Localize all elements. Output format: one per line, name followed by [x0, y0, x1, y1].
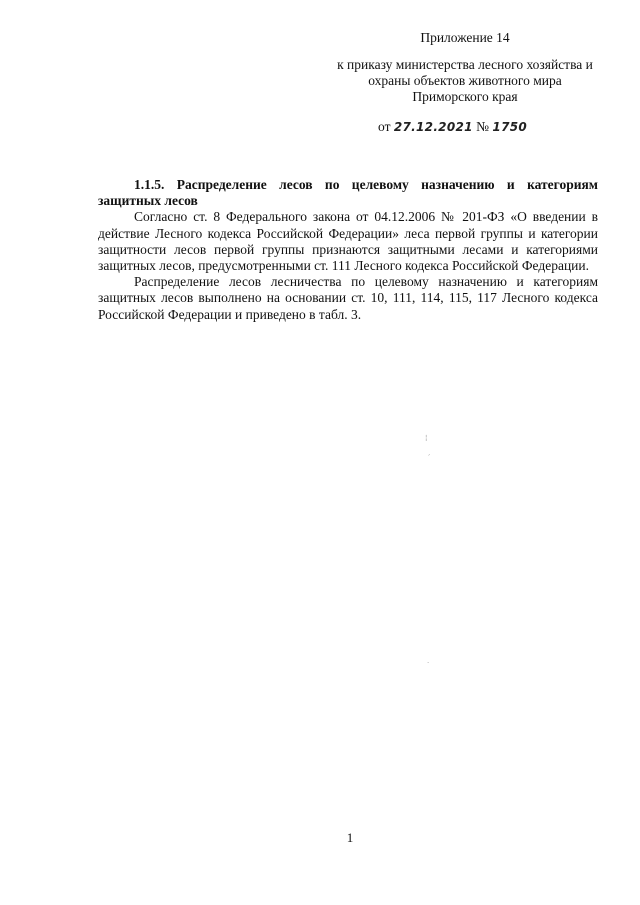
handwritten-date: 27.12.2021: [393, 120, 473, 134]
order-reference: [378, 119, 578, 135]
handwritten-number: 1750: [492, 120, 528, 134]
section-1-1-5: [98, 177, 598, 323]
order-line: охраны объектов животного мира: [368, 73, 562, 88]
paragraph: Согласно ст. 8 Федерального закона от 04.12.2006 № 201-ФЗ «О введении в действие Лесного кодекса Российской Федерации» леса первой группы и категории защитности лесов первой группы признаются защитными лесами и категориями защитных лесов, предусмотренными ст. 111 Лесного кодекса Российской Федерации.: [98, 209, 598, 274]
scan-speck: ´: [427, 454, 431, 462]
scan-speck: ·: [427, 659, 430, 667]
appendix-header: [330, 30, 600, 105]
order-line: к приказу министерства лесного хозяйства и: [337, 57, 593, 72]
order-number-sign: №: [476, 119, 490, 134]
paragraph: Распределение лесов лесничества по целевому назначению и категориям защитных лесов выполнено на основании ст. 10, 111, 114, 115, 117 Лесного кодекса Российской Федерации и приведено в табл. 3.: [98, 274, 598, 322]
appendix-title: Приложение 14: [420, 30, 510, 45]
section-heading: 1.1.5. Распределение лесов по целевому назначению и категориям защитных лесов: [98, 177, 598, 209]
order-ref-prefix: от: [378, 119, 391, 134]
order-line: Приморского края: [412, 89, 518, 104]
scan-speck: ¦: [425, 434, 428, 442]
page-number: 1: [346, 830, 354, 845]
